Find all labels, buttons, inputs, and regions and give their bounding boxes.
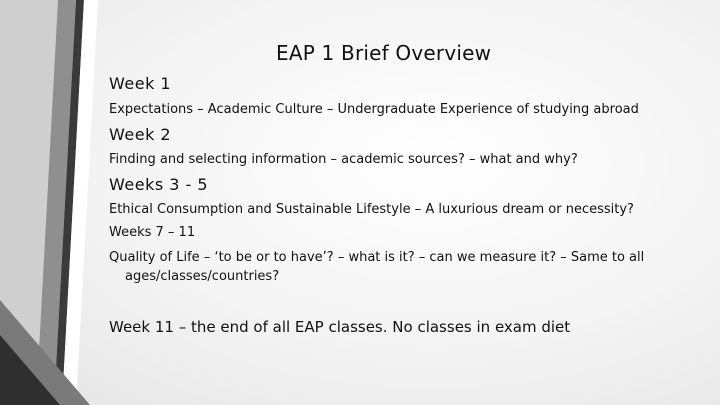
- week1-heading: Week 1: [109, 74, 172, 93]
- closing-note: Week 11 – the end of all EAP classes. No classes in exam diet: [109, 318, 571, 336]
- week2-heading: Week 2: [109, 125, 172, 144]
- week7-11-heading: Weeks 7 – 11: [109, 225, 196, 240]
- week3-5-text: Ethical Consumption and Sustainable Lifestyle – A luxurious dream or necessity?: [109, 202, 634, 217]
- week7-11-text: Quality of Life – ‘to be or to have’? – what is it? – can we measure it? – Same to all ages/classes/countries?: [109, 250, 645, 284]
- slide-title: EAP 1 Brief Overview: [276, 41, 492, 65]
- week2-text: Finding and selecting information – academic sources? – what and why?: [109, 152, 578, 167]
- week1-text: Expectations – Academic Culture – Undergraduate Experience of studying abroad: [109, 102, 639, 117]
- week3-5-heading: Weeks 3 - 5: [109, 175, 209, 194]
